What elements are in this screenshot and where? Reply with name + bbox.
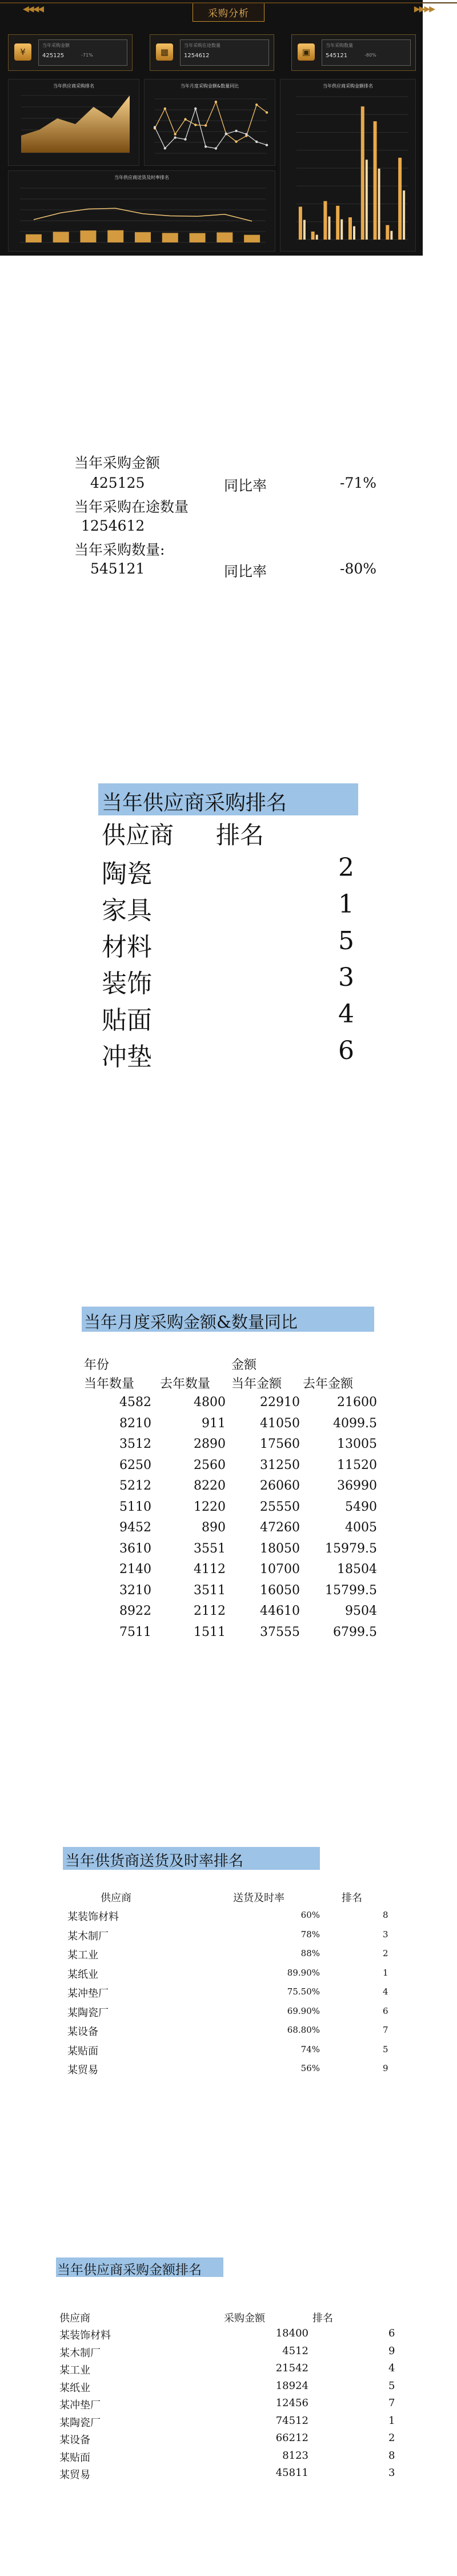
column-header: 去年数量: [160, 1377, 211, 1391]
group-qty: 年份: [84, 1358, 110, 1372]
bar: [374, 121, 377, 240]
delivery-supplier: 某贴面: [67, 2045, 98, 2057]
delivery-supplier: 某贸易: [67, 2064, 98, 2076]
table-cell: 47260: [260, 1520, 300, 1535]
bar: [361, 106, 364, 240]
delivery-rate: 74%: [300, 2044, 320, 2055]
amount-rank: 9: [388, 2344, 395, 2357]
amount-supplier: 某木制厂: [59, 2347, 101, 2359]
kpi-change: -71%: [81, 53, 93, 58]
delivery-rate: 60%: [300, 1910, 320, 1920]
ratio-label: 同比率: [224, 563, 267, 580]
kpi-value: 545121: [326, 53, 348, 59]
table-cell: 890: [202, 1520, 226, 1535]
column-header: 排名: [312, 2312, 333, 2324]
amount-supplier: 某工业: [59, 2364, 90, 2376]
table-cell: 4005: [345, 1520, 377, 1535]
panel-title: 当年供应商采购金额排名: [323, 83, 373, 89]
column-header: 当年数量: [84, 1377, 135, 1391]
table-cell: 3210: [119, 1583, 151, 1598]
bar: [244, 235, 260, 242]
area-chart: [9, 79, 139, 165]
bar: [303, 220, 306, 240]
bar: [328, 217, 330, 240]
table-cell: 3511: [194, 1583, 226, 1598]
delivery-supplier: 某装饰材料: [67, 1911, 119, 1923]
bar: [299, 207, 302, 240]
amount-rank: 6: [388, 2327, 395, 2339]
rank-supplier: 装饰: [102, 969, 152, 998]
bar: [403, 190, 405, 240]
table-cell: 9504: [345, 1604, 377, 1618]
bar: [53, 232, 69, 242]
rate-chart: [9, 171, 275, 251]
delivery-supplier: 某纸业: [67, 1968, 98, 1981]
qty-value: 545121: [90, 560, 145, 577]
table-cell: 15799.5: [325, 1583, 377, 1598]
amount-value: 425125: [90, 475, 145, 491]
area-series: [21, 95, 130, 153]
table-cell: 3551: [194, 1541, 226, 1556]
table-cell: 911: [202, 1416, 226, 1431]
delivery-rank: 5: [383, 2044, 388, 2055]
amount-supplier: 某贴面: [59, 2451, 90, 2464]
rank-title: 当年供应商采购排名: [102, 791, 287, 815]
amount-rank: 3: [388, 2467, 395, 2479]
amount-value: 66212: [275, 2432, 308, 2444]
bar: [26, 234, 42, 242]
bar: [316, 235, 318, 240]
rank-value: 6: [338, 1036, 354, 1065]
line-chart: [145, 79, 275, 165]
table-cell: 2112: [194, 1604, 226, 1618]
money-bag-icon: ¥: [14, 43, 31, 61]
kpi-value: 1254612: [184, 53, 210, 59]
amount-value: 18400: [275, 2327, 308, 2339]
bar: [378, 169, 380, 240]
bar: [386, 225, 389, 240]
table-cell: 10700: [260, 1562, 300, 1576]
delivery-rate: 69.90%: [287, 2005, 320, 2016]
kpi-change: -80%: [364, 53, 376, 58]
delivery-rank: 6: [383, 2005, 388, 2016]
data-point: [194, 124, 197, 126]
table-cell: 1511: [194, 1625, 226, 1639]
data-point: [266, 111, 268, 113]
column-header: 排名: [342, 1892, 362, 1904]
table-cell: 2140: [119, 1562, 151, 1576]
chart-panel-line: [144, 79, 275, 166]
bar-chart: [280, 79, 415, 251]
bar: [366, 160, 368, 240]
rate-line: [34, 208, 252, 221]
data-point: [164, 108, 166, 110]
bar: [190, 233, 206, 242]
table-cell: 11520: [337, 1458, 377, 1472]
table-cell: 2560: [194, 1458, 226, 1472]
amount-rank: 4: [388, 2362, 395, 2374]
amount-supplier: 某冲垫厂: [59, 2399, 101, 2411]
table-cell: 8210: [119, 1416, 151, 1431]
bar: [336, 206, 339, 240]
bar: [390, 231, 392, 240]
table-cell: 2890: [194, 1437, 226, 1451]
panel-title: 当年月度采购金额&数量同比: [180, 83, 239, 89]
table-cell: 3512: [119, 1437, 151, 1451]
data-point: [174, 136, 176, 138]
qty-label: 当年采购数量:: [74, 542, 165, 558]
table-cell: 18050: [260, 1541, 300, 1556]
rank-supplier: 材料: [102, 933, 152, 962]
data-point: [266, 144, 268, 146]
kpi-label: 当年采购金额: [42, 43, 70, 48]
rank-value: 5: [338, 926, 354, 955]
table-cell: 5490: [345, 1499, 377, 1514]
amount-value: 45811: [275, 2467, 308, 2479]
delivery-rank: 4: [383, 1986, 388, 1997]
data-point: [194, 108, 197, 110]
table-cell: 26060: [260, 1479, 300, 1493]
transit-value: 1254612: [81, 517, 145, 534]
data-point: [205, 145, 207, 148]
amount-rank: 2: [388, 2432, 395, 2444]
table-cell: 1220: [194, 1499, 226, 1514]
column-header: 当年金额: [231, 1377, 282, 1391]
delivery-rank: 2: [383, 1948, 388, 1958]
rank-supplier: 贴面: [102, 1006, 152, 1035]
bar: [135, 232, 151, 242]
amount-label: 当年采购金额: [74, 455, 161, 471]
data-point: [174, 133, 176, 135]
table-cell: 18504: [337, 1562, 377, 1576]
chart-panel-bar: [280, 79, 416, 252]
table-cell: 21600: [337, 1395, 377, 1410]
amount-supplier: 某装饰材料: [59, 2330, 111, 2342]
rank-value: 3: [338, 963, 354, 992]
amount-rank: 7: [388, 2397, 395, 2409]
ratio-value: -71%: [340, 475, 377, 491]
table-cell: 4800: [194, 1395, 226, 1410]
series-line: [155, 102, 267, 141]
delivery-rank: 9: [383, 2063, 388, 2073]
chart-panel-rate: [8, 170, 275, 252]
data-point: [255, 141, 258, 143]
kpi-label: 当年采购数量: [326, 43, 353, 48]
data-point: [235, 130, 237, 132]
rank-supplier: 冲垫: [102, 1042, 152, 1072]
ratio-value: -80%: [340, 560, 377, 577]
delivery-rank: 3: [383, 1929, 388, 1940]
transit-label: 当年采购在途数量: [74, 499, 189, 515]
kpi-card-transit: [150, 34, 274, 71]
amount-supplier: 某纸业: [59, 2382, 90, 2394]
amount-value: 4512: [282, 2344, 308, 2357]
table-cell: 16050: [260, 1583, 300, 1598]
bar: [340, 220, 343, 240]
data-point: [245, 133, 247, 135]
data-point: [225, 133, 227, 135]
data-point: [215, 147, 217, 149]
amount-rank-title: 当年供应商采购金额排名: [57, 2263, 202, 2278]
amount-rank: 8: [388, 2449, 395, 2462]
chevron-right-icon: ▶▶▶▶: [414, 5, 434, 14]
bar: [217, 232, 232, 242]
bar: [107, 230, 123, 242]
column-header: 去年金额: [303, 1377, 354, 1391]
table-cell: 4112: [194, 1562, 226, 1576]
delivery-rate: 89.90%: [287, 1967, 320, 1978]
panel-title: 当年供应商采购排名: [53, 83, 94, 89]
column-header: 采购金额: [224, 2312, 265, 2324]
delivery-rank: 7: [383, 2025, 388, 2035]
table-cell: 6799.5: [333, 1625, 377, 1639]
amount-value: 18924: [275, 2379, 308, 2392]
table-cell: 13005: [337, 1437, 377, 1451]
table-cell: 8922: [119, 1604, 151, 1618]
amount-value: 74512: [275, 2414, 308, 2427]
bar: [323, 201, 327, 240]
col-rank: 排名: [216, 821, 264, 849]
bar: [348, 217, 352, 240]
delivery-supplier: 某木制厂: [67, 1930, 109, 1942]
rank-supplier: 陶瓷: [102, 859, 152, 889]
table-cell: 4582: [119, 1395, 151, 1410]
delivery-supplier: 某工业: [67, 1949, 98, 1961]
delivery-rank: 8: [383, 1910, 388, 1920]
delivery-title: 当年供货商送货及时率排名: [65, 1853, 244, 1870]
amount-rank: 1: [388, 2414, 395, 2427]
amount-value: 21542: [275, 2362, 308, 2374]
table-cell: 17560: [260, 1437, 300, 1451]
data-point: [184, 138, 186, 140]
bar: [353, 226, 355, 240]
amount-supplier: 某贸易: [59, 2469, 90, 2481]
table-cell: 3610: [119, 1541, 151, 1556]
rank-value: 2: [338, 853, 354, 882]
dashboard-image: [0, 0, 434, 256]
table-cell: 9452: [119, 1520, 151, 1535]
delivery-rate: 75.50%: [287, 1986, 320, 1997]
table-cell: 6250: [119, 1458, 151, 1472]
table-cell: 22910: [260, 1395, 300, 1410]
data-point: [255, 103, 258, 106]
bar: [398, 158, 402, 240]
table-cell: 37555: [260, 1625, 300, 1639]
ratio-label: 同比率: [224, 477, 267, 494]
delivery-supplier: 某冲垫厂: [67, 1988, 109, 2000]
table-cell: 41050: [260, 1416, 300, 1431]
group-amt: 金额: [231, 1358, 257, 1372]
table-cell: 36990: [337, 1479, 377, 1493]
delivery-rate: 88%: [300, 1948, 320, 1958]
table-cell: 44610: [260, 1604, 300, 1618]
table-cell: 31250: [260, 1458, 300, 1472]
delivery-supplier: 某设备: [67, 2026, 98, 2038]
amount-supplier: 某陶瓷厂: [59, 2416, 101, 2429]
col-supplier: 供应商: [102, 821, 174, 849]
rank-value: 1: [338, 890, 354, 919]
bar: [162, 233, 178, 242]
amount-rank: 5: [388, 2379, 395, 2392]
table-cell: 7511: [119, 1625, 151, 1639]
delivery-rate: 78%: [300, 1929, 320, 1940]
table-cell: 5110: [119, 1499, 151, 1514]
data-point: [184, 118, 186, 120]
chart-panel-area: [8, 79, 139, 166]
delivery-supplier: 某陶瓷厂: [67, 2006, 109, 2019]
table-cell: 15979.5: [325, 1541, 377, 1556]
bar: [311, 232, 315, 240]
kpi-card-quantity: [291, 34, 416, 71]
dashboard-title: 采购分析: [193, 3, 264, 22]
kpi-value: 425125: [42, 53, 65, 59]
truck-icon: ▦: [156, 43, 173, 61]
data-point: [205, 124, 207, 126]
data-point: [164, 147, 166, 149]
table-cell: 25550: [260, 1499, 300, 1514]
column-header: 供应商: [101, 1892, 131, 1904]
column-header: 供应商: [59, 2312, 90, 2324]
column-header: 送货及时率: [233, 1892, 284, 1904]
table-cell: 4099.5: [333, 1416, 377, 1431]
table-cell: 8220: [194, 1479, 226, 1493]
kpi-label: 当年采购在途数量: [184, 43, 221, 48]
table-cell: 5212: [119, 1479, 151, 1493]
delivery-rate: 56%: [300, 2063, 320, 2073]
data-point: [215, 101, 217, 103]
chevron-left-icon: ◀◀◀◀: [23, 5, 43, 14]
monthly-title: 当年月度采购金额&数量同比: [84, 1312, 298, 1332]
rank-supplier: 家具: [102, 896, 152, 925]
rank-value: 4: [338, 1000, 354, 1029]
amount-supplier: 某设备: [59, 2434, 90, 2446]
bar: [80, 230, 96, 242]
delivery-rate: 68.80%: [287, 2025, 320, 2035]
panel-title: 当年供应商送货及时率排名: [114, 175, 169, 180]
data-point: [235, 140, 237, 142]
amount-value: 8123: [282, 2449, 308, 2462]
delivery-rank: 1: [383, 1967, 388, 1978]
amount-value: 12456: [275, 2397, 308, 2409]
cart-icon: ▣: [298, 43, 315, 61]
kpi-card-amount: [8, 34, 133, 71]
data-point: [154, 126, 156, 128]
